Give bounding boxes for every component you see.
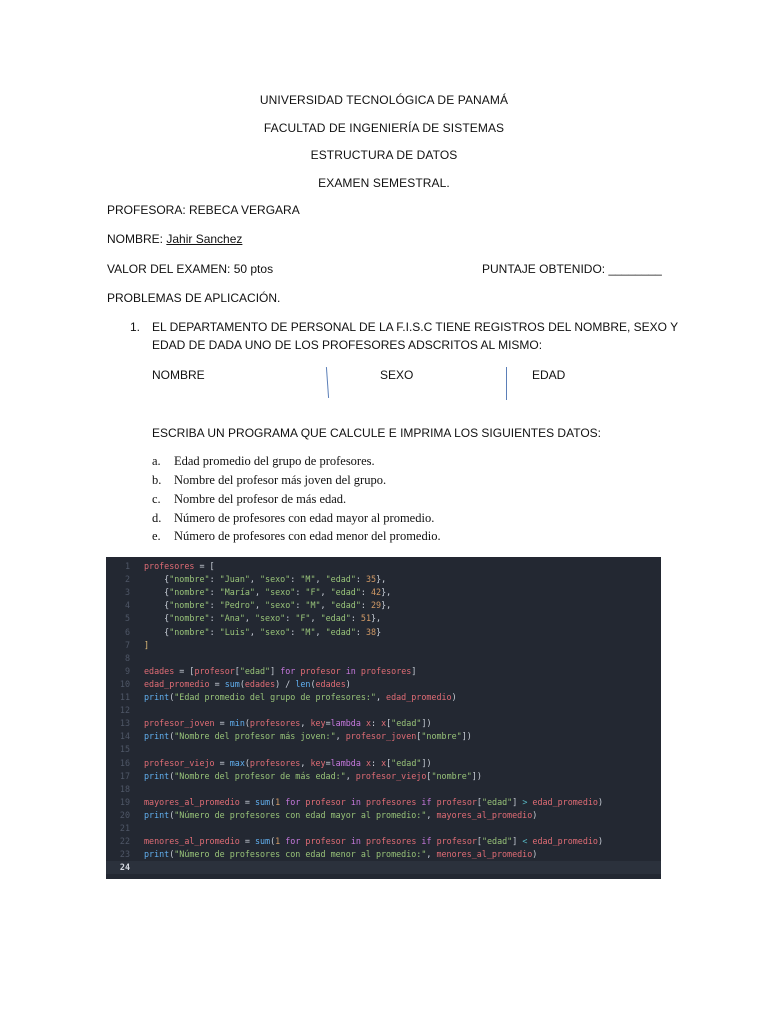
code-token: profesores: [144, 561, 195, 571]
faculty-title: FACULTAD DE INGENIERÍA DE SISTEMAS: [263, 121, 505, 135]
code-editor: [106, 557, 661, 879]
score-obtained: PUNTAJE OBTENIDO: ________: [482, 262, 662, 276]
code-token: ,: [320, 600, 331, 611]
code-token: profesor: [194, 665, 235, 676]
code-token: =: [325, 718, 331, 729]
code-token: (: [169, 731, 175, 742]
line-number: 18: [119, 783, 130, 794]
code-token: "nombre": [169, 600, 210, 611]
code-token: ]: [144, 639, 150, 650]
code-token: "nombre": [169, 613, 210, 624]
code-token: max: [229, 757, 245, 768]
code-token: =: [214, 718, 230, 729]
line-number: 10: [119, 678, 130, 689]
code-token: edad_promedio: [386, 692, 452, 702]
code-token: =: [239, 836, 255, 847]
code-token: profesor: [305, 796, 346, 807]
code-token: "nombre": [169, 626, 210, 637]
code-text: [144, 639, 149, 652]
code-token: for: [280, 665, 296, 676]
code-token: :: [285, 613, 296, 624]
code-token: "nombre": [169, 587, 210, 598]
line-number: 14: [119, 731, 130, 742]
code-token: {: [144, 626, 170, 637]
code-token: (: [310, 678, 316, 689]
problems-title: PROBLEMAS DE APLICACIÓN.: [107, 291, 281, 305]
code-token: print: [144, 849, 170, 860]
code-token: lambda: [330, 718, 361, 729]
code-token: profesores: [360, 665, 412, 676]
code-token: :: [360, 600, 371, 611]
code-token: profesor: [436, 836, 477, 847]
line-number: 15: [119, 744, 130, 755]
code-token: edad_promedio: [144, 678, 210, 689]
item-text: Nombre del profesor de más edad.: [174, 492, 347, 506]
code-token: ): [532, 809, 538, 820]
code-token: mayores_al_promedio: [144, 796, 240, 807]
code-text: [144, 560, 215, 573]
code-token: sum: [254, 836, 271, 847]
code-line: [106, 639, 661, 652]
code-token: x: [365, 757, 371, 768]
code-token: print: [144, 731, 170, 742]
code-line: [106, 560, 661, 573]
code-line: [106, 770, 661, 783]
code-token: profesores: [365, 796, 417, 807]
code-token: :: [209, 574, 220, 585]
code-line: [106, 743, 661, 756]
code-token: ]: [270, 665, 281, 676]
code-token: }: [376, 626, 382, 637]
code-token: {: [144, 587, 170, 598]
code-token: "edad": [325, 574, 356, 585]
code-token: ,: [335, 731, 346, 742]
code-token: "Nombre del profesor más joven:": [174, 731, 336, 742]
line-number: 21: [119, 823, 130, 833]
line-number: 8: [124, 652, 130, 663]
code-token: [: [386, 757, 392, 768]
code-line: [106, 796, 661, 809]
code-line: [106, 835, 661, 848]
code-token: ,: [249, 626, 261, 637]
code-token: ,: [315, 574, 326, 585]
code-token: (: [270, 836, 276, 847]
code-token: "sexo": [265, 587, 296, 598]
code-token: "Juan": [219, 574, 250, 585]
code-token: },: [381, 600, 392, 611]
code-token: "M": [305, 600, 321, 611]
code-token: :: [209, 587, 220, 598]
code-line: [106, 626, 661, 639]
code-token: ,: [320, 587, 331, 598]
code-token: "edad": [330, 600, 361, 611]
item-marker: a.: [152, 454, 161, 468]
code-token: =: [239, 796, 255, 807]
code-text: [144, 809, 537, 822]
code-token: 29: [371, 600, 382, 611]
code-token: 38: [365, 626, 377, 637]
code-token: ]: [512, 836, 523, 847]
code-token: ,: [310, 613, 321, 624]
code-token: "F": [305, 587, 321, 598]
item-marker: e.: [152, 529, 161, 543]
code-token: ]): [471, 770, 482, 781]
code-token: :: [209, 613, 220, 624]
code-token: for: [285, 796, 301, 807]
column-divider: [506, 367, 507, 400]
code-line: [106, 861, 661, 874]
item-text: Número de profesores con edad menor del promedio.: [174, 529, 441, 543]
code-token: =: [214, 757, 230, 768]
code-token: profesor_viejo: [144, 757, 215, 768]
code-token: ,: [254, 600, 266, 611]
line-number: 24: [119, 862, 130, 873]
code-token: ,: [375, 692, 387, 702]
code-token: "Número de profesores con edad menor al promedio:": [174, 849, 427, 860]
code-token: 51: [360, 613, 372, 624]
code-token: ,: [300, 757, 311, 768]
code-token: in: [345, 665, 356, 676]
code-text: [144, 770, 482, 783]
code-line: [106, 809, 661, 822]
code-token: = [: [194, 561, 215, 571]
code-token: ): [532, 849, 538, 860]
code-token: "Pedro": [219, 600, 255, 611]
code-token: min: [229, 718, 245, 729]
line-number: 5: [124, 613, 130, 624]
code-line: [106, 822, 661, 835]
code-token: 1: [275, 836, 281, 847]
code-token: edades: [144, 665, 175, 676]
code-token: :: [290, 626, 301, 637]
code-line: [106, 599, 661, 612]
code-token: "M": [300, 626, 316, 637]
line-number: 4: [124, 600, 130, 611]
code-token: x: [381, 757, 387, 768]
line-number: 22: [119, 836, 130, 847]
code-token: sum: [224, 678, 240, 689]
code-token: ) /: [275, 678, 296, 689]
code-token: {: [144, 613, 170, 624]
code-token: "María": [219, 587, 255, 598]
code-token: (: [244, 757, 250, 768]
code-token: ,: [249, 574, 261, 585]
code-token: ): [597, 836, 604, 847]
code-text: [144, 757, 432, 770]
university-title: UNIVERSIDAD TECNOLÓGICA DE PANAMÁ: [259, 93, 509, 107]
code-line: [106, 586, 661, 599]
item-text: Edad promedio del grupo de profesores.: [174, 454, 375, 468]
code-token: [: [476, 836, 482, 847]
code-line: [106, 717, 661, 730]
code-text: [144, 691, 457, 704]
code-token: :: [295, 600, 306, 611]
code-token: <: [522, 836, 528, 847]
student-name: Jahir Sanchez: [166, 232, 243, 246]
line-number: 2: [124, 574, 130, 585]
code-token: profesor_viejo: [355, 770, 427, 781]
code-token: in: [350, 796, 361, 807]
code-token: profesor: [300, 665, 341, 676]
line-number: 17: [119, 770, 130, 781]
code-token: 35: [365, 574, 377, 585]
code-line: [106, 848, 661, 861]
code-line: [106, 691, 661, 704]
code-token: if: [421, 796, 432, 807]
code-token: ]: [512, 796, 523, 807]
code-token: :: [350, 613, 361, 624]
column-sexo: SEXO: [380, 368, 414, 382]
code-token: "edad": [481, 796, 513, 807]
code-token: "sexo": [260, 574, 291, 585]
line-number: 3: [124, 587, 130, 598]
line-number: 7: [124, 639, 130, 650]
code-token: profesor_joven: [144, 718, 215, 729]
code-token: ,: [254, 587, 266, 598]
code-token: :: [370, 718, 382, 729]
line-number: 9: [124, 665, 130, 676]
code-token: "M": [300, 574, 316, 585]
code-text: [144, 599, 391, 612]
code-token: 1: [275, 796, 281, 807]
code-token: print: [144, 692, 170, 702]
code-line: [106, 704, 661, 717]
code-line: [106, 757, 661, 770]
code-token: [: [426, 770, 432, 781]
professor-line: PROFESORA: REBECA VERGARA: [107, 203, 300, 217]
item-marker: c.: [152, 492, 161, 506]
code-token: ): [597, 796, 604, 807]
code-token: x: [365, 718, 371, 729]
code-token: (: [169, 770, 175, 781]
code-token: ]): [421, 718, 432, 729]
problem-statement-line1: EL DEPARTAMENTO DE PERSONAL DE LA F.I.S.C TIENE REGISTROS DEL NOMBRE, SEXO Y: [152, 320, 679, 334]
code-token: x: [381, 718, 387, 729]
code-token: [: [234, 665, 240, 676]
code-token: [: [386, 718, 392, 729]
code-token: key: [310, 718, 326, 729]
code-token: edades: [244, 678, 276, 689]
line-number: 12: [119, 705, 130, 716]
code-token: ]: [411, 665, 417, 676]
code-token: "edad": [330, 587, 361, 598]
code-line: [106, 783, 661, 796]
code-token: profesor: [305, 836, 346, 847]
code-token: ,: [426, 849, 437, 860]
code-token: edad_promedio: [532, 796, 598, 807]
code-token: profesor: [436, 796, 477, 807]
code-token: "sexo": [265, 600, 296, 611]
code-token: print: [144, 770, 170, 781]
code-token: len: [295, 678, 311, 689]
code-line: [106, 573, 661, 586]
code-token: menores_al_promedio: [144, 836, 240, 847]
line-number: 1: [124, 561, 130, 571]
code-line: [106, 730, 661, 743]
column-divider: [326, 367, 329, 398]
code-token: [: [416, 731, 422, 742]
code-token: "F": [295, 613, 311, 624]
code-token: key: [310, 757, 326, 768]
code-token: ,: [300, 718, 311, 729]
code-text: [144, 796, 603, 809]
code-token: "sexo": [254, 613, 286, 624]
code-token: print: [144, 809, 170, 820]
code-text: [144, 626, 381, 639]
code-text: [144, 848, 537, 861]
code-text: [144, 717, 432, 730]
line-number: 20: [119, 809, 130, 820]
code-token: :: [209, 626, 220, 637]
code-token: in: [350, 836, 361, 847]
code-token: if: [421, 836, 432, 847]
code-token: lambda: [330, 757, 361, 768]
code-token: menores_al_promedio: [436, 849, 533, 860]
code-token: },: [381, 587, 392, 598]
code-token: :: [370, 757, 382, 768]
item-marker: b.: [152, 473, 162, 487]
code-token: ,: [426, 809, 437, 820]
column-edad: EDAD: [532, 368, 566, 382]
code-line: [106, 612, 661, 625]
code-token: "edad": [481, 836, 513, 847]
item-marker: d.: [152, 511, 162, 525]
code-token: "edad": [391, 757, 422, 768]
exam-value: VALOR DEL EXAMEN: 50 ptos: [107, 262, 274, 276]
code-token: (: [169, 809, 175, 820]
line-number: 16: [119, 757, 130, 768]
code-token: "edad": [320, 613, 351, 624]
code-token: ]): [461, 731, 472, 742]
student-name-line: [107, 232, 242, 246]
exam-title: EXAMEN SEMESTRAL.: [318, 176, 450, 190]
code-token: "nombre": [169, 574, 210, 585]
code-line: [106, 665, 661, 678]
code-token: ,: [244, 613, 255, 624]
item-text: Nombre del profesor más joven del grupo.: [174, 473, 387, 487]
code-token: >: [522, 796, 528, 807]
code-token: ,: [315, 626, 326, 637]
code-token: [: [476, 796, 482, 807]
code-token: ]): [421, 757, 432, 768]
code-token: :: [290, 574, 301, 585]
code-text: [144, 730, 472, 743]
code-token: profesores: [249, 718, 301, 729]
code-token: edad_promedio: [532, 836, 598, 847]
code-token: {: [144, 600, 170, 611]
code-token: "Nombre del profesor de más edad:": [174, 770, 346, 781]
code-token: :: [209, 600, 220, 611]
line-number: 19: [119, 796, 130, 807]
code-text: [144, 835, 603, 848]
line-number: 23: [119, 849, 130, 860]
code-token: "sexo": [260, 626, 291, 637]
line-number: 6: [124, 626, 130, 637]
code-text: [144, 678, 351, 691]
code-token: },: [371, 613, 382, 624]
program-instruction: ESCRIBA UN PROGRAMA QUE CALCULE E IMPRIMA LOS SIGUIENTES DATOS:: [152, 426, 601, 440]
name-label: NOMBRE:: [107, 232, 167, 246]
code-token: profesores: [249, 757, 301, 768]
code-text: [144, 612, 381, 625]
line-number: 13: [119, 718, 130, 729]
code-token: =: [325, 757, 331, 768]
code-token: = [: [174, 665, 195, 676]
code-token: "Luis": [219, 626, 250, 637]
code-text: [144, 586, 391, 599]
code-token: "nombre": [421, 731, 462, 742]
code-token: "edad": [391, 718, 422, 729]
line-number: 11: [119, 692, 130, 702]
code-token: ,: [345, 770, 356, 781]
code-token: :: [355, 626, 366, 637]
code-token: mayores_al_promedio: [436, 809, 533, 820]
code-token: profesor_joven: [345, 731, 417, 742]
code-token: },: [376, 574, 387, 585]
item-text: Número de profesores con edad mayor al promedio.: [174, 511, 435, 525]
code-token: {: [144, 574, 170, 585]
code-token: :: [360, 587, 371, 598]
code-token: ): [451, 692, 457, 702]
code-token: (: [239, 678, 245, 689]
code-token: "Edad promedio del grupo de profesores:": [174, 692, 376, 702]
code-token: ): [345, 678, 351, 689]
course-title: ESTRUCTURA DE DATOS: [310, 148, 458, 162]
column-nombre: NOMBRE: [152, 368, 205, 382]
code-token: "nombre": [431, 770, 472, 781]
code-token: sum: [254, 796, 271, 807]
code-token: edades: [315, 678, 346, 689]
code-token: profesores: [365, 836, 417, 847]
code-token: "edad": [239, 665, 271, 676]
code-token: "Ana": [219, 613, 245, 624]
code-token: "Número de profesores con edad mayor al promedio:": [174, 809, 427, 820]
code-token: =: [209, 678, 225, 689]
code-token: "edad": [325, 626, 356, 637]
code-token: (: [169, 849, 175, 860]
code-text: [144, 665, 416, 678]
code-token: (: [270, 796, 276, 807]
code-line: [106, 652, 661, 665]
code-token: :: [295, 587, 306, 598]
code-line: [106, 678, 661, 691]
code-token: :: [355, 574, 366, 585]
problem-number: 1.: [130, 320, 141, 334]
code-token: (: [169, 692, 175, 702]
code-token: for: [285, 836, 301, 847]
code-text: [144, 573, 386, 586]
code-token: (: [244, 718, 250, 729]
code-token: 42: [371, 587, 382, 598]
problem-statement-line2: EDAD DE DADA UNO DE LOS PROFESORES ADSCRITOS AL MISMO:: [152, 338, 543, 352]
